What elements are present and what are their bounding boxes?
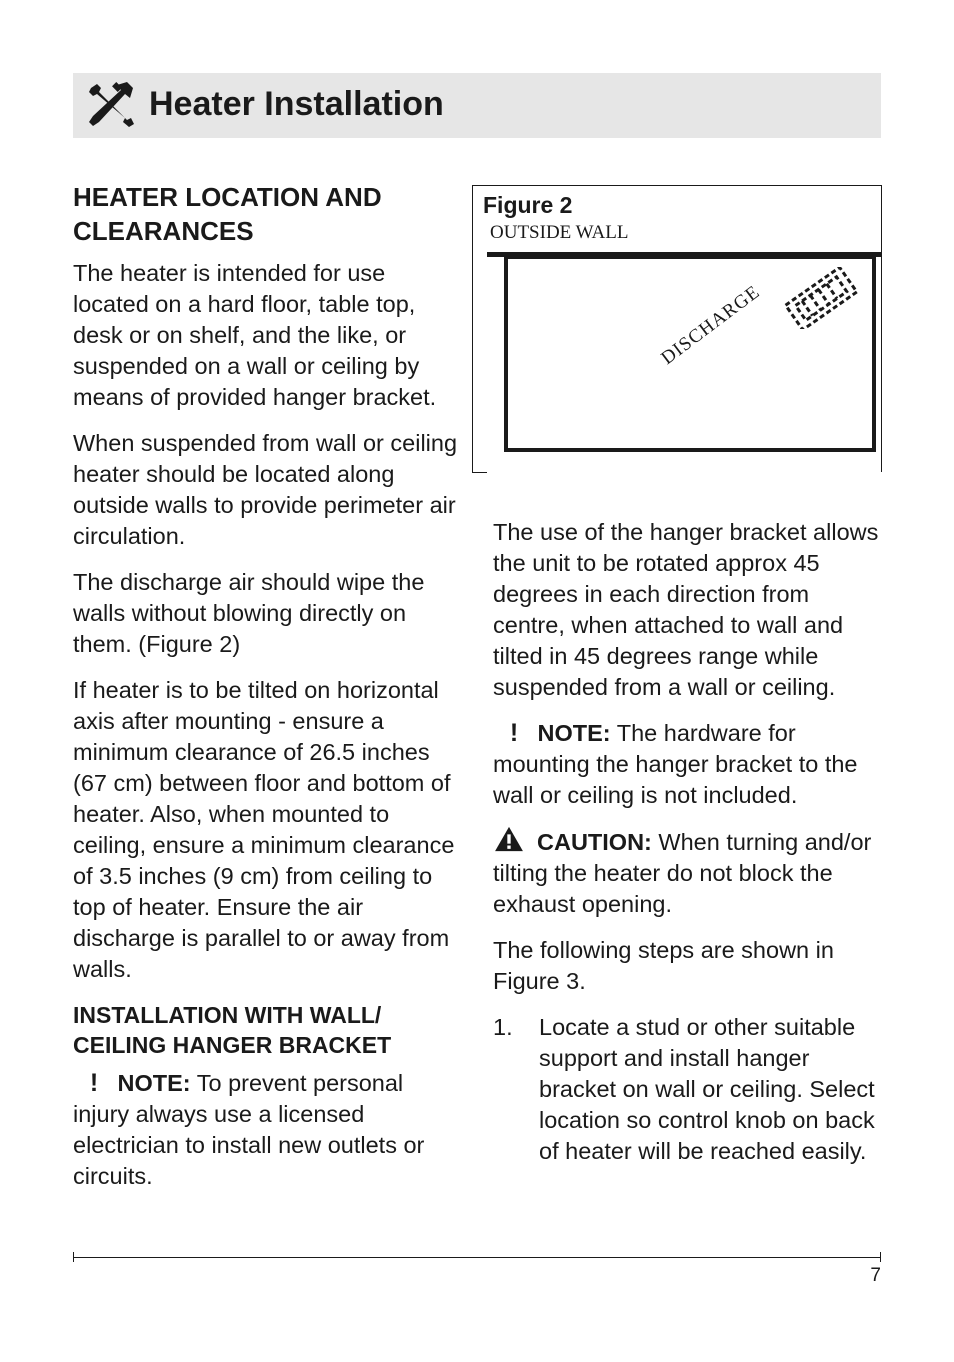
section-heading: HEATER LOCATION AND CLEARANCES (73, 182, 382, 246)
caution-label: CAUTION: (537, 829, 652, 855)
heater-icon (778, 267, 866, 329)
outside-wall-label: OUTSIDE WALL (490, 222, 629, 243)
note-paragraph (73, 1068, 465, 1192)
right-column (493, 517, 881, 1167)
paragraph: The use of the hanger bracket allows the unit to be rotated approx 45 degrees in each direction from centre, when attached to wall and tilted in 45 degrees range while suspended from a wall or ceiling. (493, 519, 879, 700)
paragraph: When suspended from wall or ceiling heater should be located along outside walls to provide perimeter air circulation. (73, 430, 458, 549)
paragraph: The discharge air should wipe the walls without blowing directly on them. (Figure 2) (73, 569, 425, 657)
subheading: INSTALLATION WITH WALL/ CEILING HANGER BRACKET (73, 1002, 392, 1058)
page-title: Heater Installation (149, 85, 444, 123)
list-number: 1. (493, 1014, 513, 1040)
discharge-label: DISCHARGE (657, 281, 765, 369)
footer-rule-tick (73, 1252, 74, 1262)
list-text: Locate a stud or other suitable support and install hanger bracket on wall or ceiling. Select location so control knob on back of heater will be reached easily. (539, 1014, 875, 1164)
page-number: 7 (870, 1265, 881, 1286)
figure-border (472, 185, 882, 186)
exclamation-icon: ! (509, 719, 519, 747)
exclamation-icon: ! (89, 1069, 99, 1097)
figure-border (881, 185, 882, 472)
tools-icon (87, 82, 135, 128)
caution-paragraph (493, 826, 881, 920)
note-text: The hardware for mounting the hanger bracket to the wall or ceiling is not included. (493, 720, 858, 808)
note-label: NOTE: (117, 1070, 191, 1096)
figure-border (472, 185, 473, 472)
paragraph: If heater is to be tilted on horizontal axis after mounting - ensure a minimum clearance of 26.5 inches (67 cm) between floor and bottom of heater. Also, when mounted to ceiling, ensure a minimum clearance of 3.5 inches (9 cm) from ceiling to top of heater. Ensure the air discharge is parallel to or away from walls. (73, 677, 455, 982)
left-column (73, 180, 465, 1207)
list-item (493, 1012, 881, 1167)
header-band (73, 73, 881, 138)
paragraph: The following steps are shown in Figure 3. (493, 937, 834, 994)
paragraph: The heater is intended for use located on a hard floor, table top, desk or on shelf, and the like, or suspended on a wall or ceiling by means of provided hanger bracket. (73, 260, 437, 410)
footer-rule (73, 1257, 881, 1258)
figure-title: Figure 2 (483, 192, 573, 218)
note-label: NOTE: (537, 720, 611, 746)
note-text: To prevent personal injury always use a licensed electrician to install new outlets or circuits. (73, 1070, 425, 1189)
note-paragraph (493, 718, 881, 811)
caution-text: When turning and/or tilting the heater do not block the exhaust opening. (493, 829, 872, 917)
footer-rule-tick (880, 1252, 881, 1262)
warning-triangle-icon (493, 826, 525, 852)
figure-2 (472, 185, 882, 473)
figure-border (472, 472, 487, 473)
